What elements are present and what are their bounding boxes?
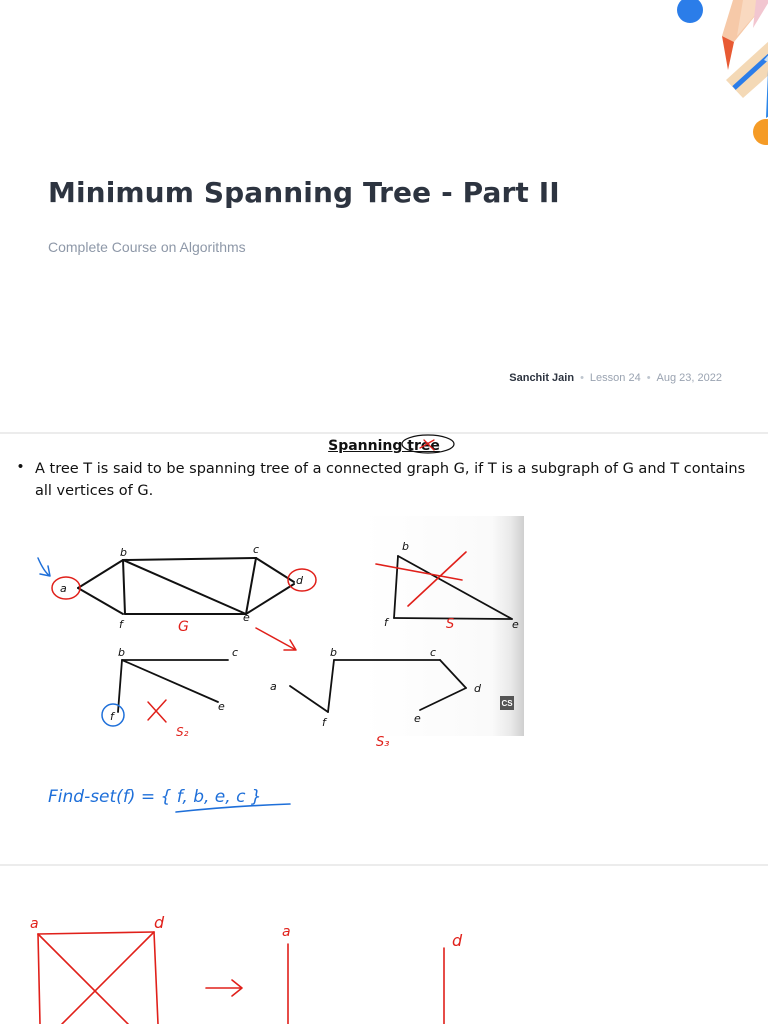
separator-dot: • bbox=[580, 372, 584, 384]
s3-label-d: d bbox=[474, 682, 481, 695]
graph-name-s2: S₂ bbox=[176, 725, 189, 739]
s-label-f: f bbox=[384, 616, 388, 629]
slide-heading: Spanning tree bbox=[328, 438, 440, 454]
blue-dot-icon bbox=[677, 0, 703, 23]
s3-label-c: c bbox=[430, 646, 437, 659]
graph-g bbox=[78, 558, 294, 614]
camscanner-badge-icon: CS bbox=[500, 696, 514, 710]
spanning-tree-slide bbox=[0, 434, 768, 864]
graph-name-g: G bbox=[178, 619, 189, 635]
graph-drawings bbox=[0, 434, 768, 864]
find-set-note: Find-set(f) = { f, b, e, c } bbox=[48, 787, 262, 807]
graph-s2 bbox=[118, 660, 228, 712]
s2-label-e: e bbox=[218, 700, 225, 713]
label-e: e bbox=[243, 611, 250, 624]
lesson-date: Aug 23, 2022 bbox=[656, 372, 722, 384]
bullet-icon: • bbox=[17, 458, 24, 475]
heading-cross-mark bbox=[420, 440, 434, 450]
s3-label-e: e bbox=[414, 712, 421, 725]
notes-slide bbox=[0, 866, 768, 1024]
s3-label-b: b bbox=[330, 646, 337, 659]
notes-arrow-icon bbox=[206, 980, 242, 996]
label-f: f bbox=[119, 618, 123, 631]
author-name: Sanchit Jain bbox=[509, 372, 575, 384]
lesson-meta bbox=[509, 372, 722, 384]
graph-s3 bbox=[290, 660, 466, 712]
cross-out-mark bbox=[376, 552, 466, 606]
label-d: d bbox=[296, 574, 303, 587]
orange-dot-icon bbox=[753, 119, 768, 145]
notes-label-d: d bbox=[154, 913, 165, 932]
label-c: c bbox=[253, 543, 260, 556]
s2-label-f: f bbox=[110, 710, 114, 723]
notes-label-a2: a bbox=[282, 924, 291, 940]
s3-label-a: a bbox=[270, 680, 277, 693]
square-graph bbox=[38, 932, 158, 1024]
notes-label-a: a bbox=[30, 916, 39, 932]
triangle-s bbox=[394, 556, 512, 619]
graph-name-s: S bbox=[446, 617, 455, 632]
title-slide bbox=[0, 0, 768, 432]
s2-cross-mark bbox=[148, 700, 166, 722]
separator-dot: • bbox=[646, 372, 651, 384]
s2-label-c: c bbox=[232, 646, 239, 659]
notes-label-d2: d bbox=[452, 931, 463, 950]
page-title: Minimum Spanning Tree - Part II bbox=[48, 176, 560, 209]
s2-label-b: b bbox=[118, 646, 125, 659]
label-a: a bbox=[60, 582, 67, 595]
definition-text: A tree T is said to be spanning tree of a connected graph G, if T is a subgraph of G and T contains all vertices of G. bbox=[35, 461, 746, 499]
lesson-number: Lesson 24 bbox=[589, 372, 641, 384]
s3-label-f: f bbox=[322, 716, 326, 729]
graph-name-s3: S₃ bbox=[376, 735, 390, 750]
s-label-e: e bbox=[512, 618, 519, 631]
s-label-b: b bbox=[402, 540, 409, 553]
course-subtitle: Complete Course on Algorithms bbox=[48, 239, 246, 255]
start-arrow-icon bbox=[38, 558, 50, 576]
label-b: b bbox=[120, 546, 127, 559]
red-arrow-icon bbox=[256, 628, 296, 650]
notes-drawing bbox=[0, 866, 768, 1024]
decorative-illustration bbox=[538, 0, 768, 150]
